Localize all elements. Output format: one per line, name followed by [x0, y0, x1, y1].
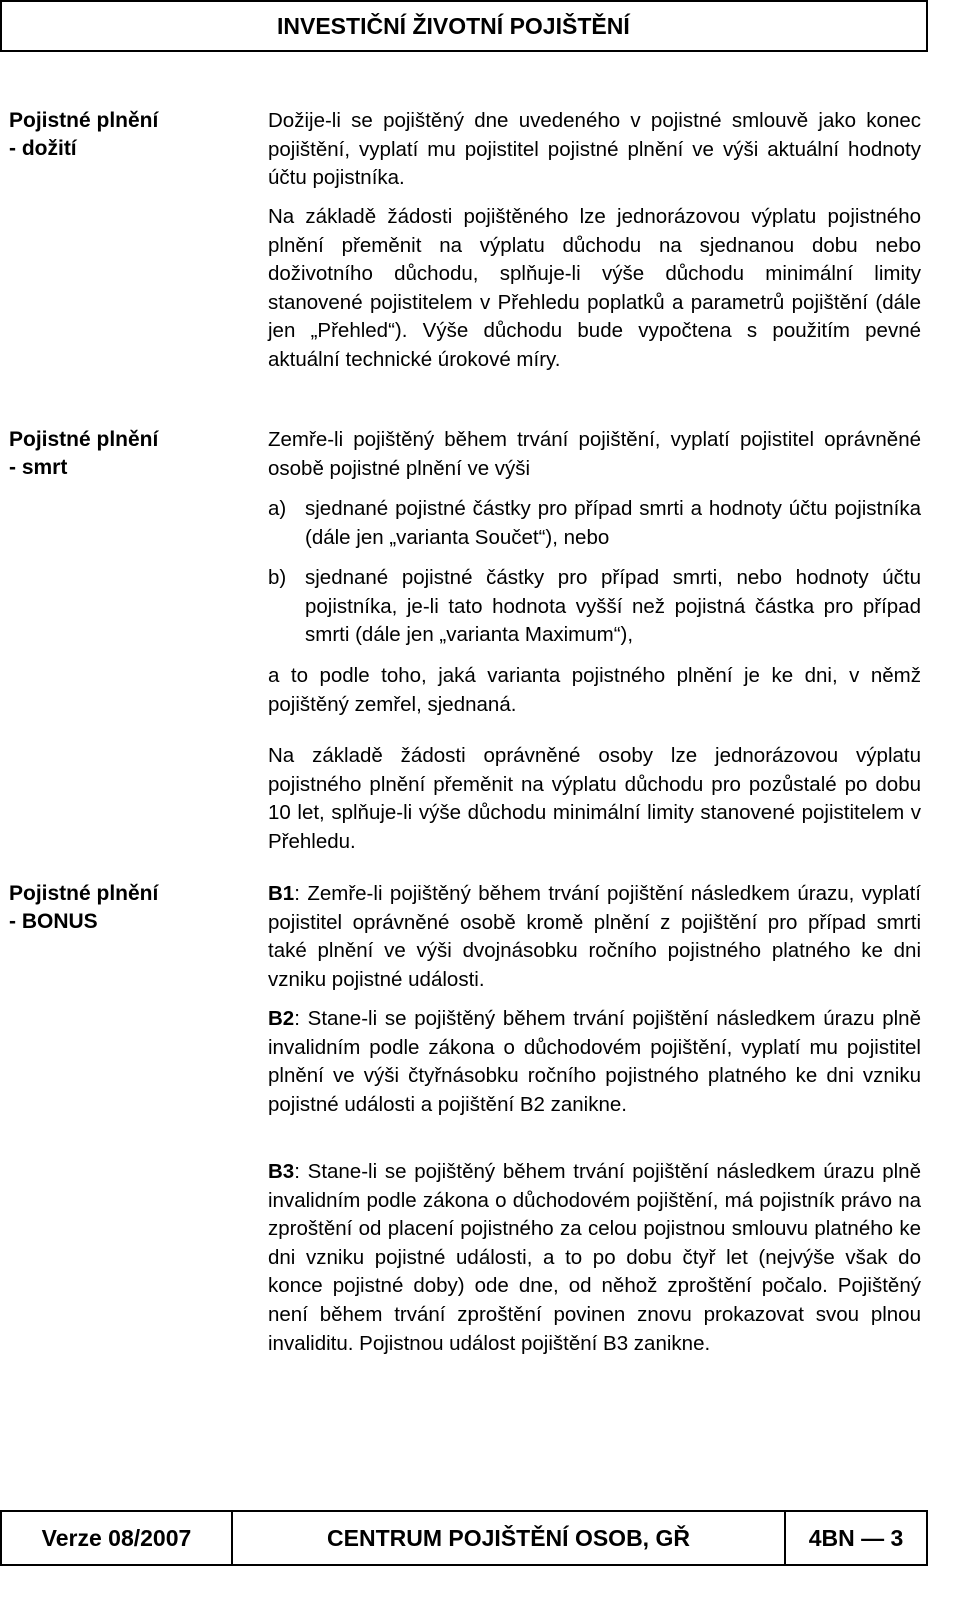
footer-company: CENTRUM POJIŠTĚNÍ OSOB, GŘ — [233, 1512, 786, 1564]
section-label-smrt: Pojistné plnění - smrt — [9, 428, 159, 479]
footer-page-number: 4BN — 3 — [808, 1524, 904, 1551]
page-header — [0, 0, 928, 52]
smrt-item-b-marker: b) — [268, 566, 287, 589]
smrt-item-a-text: sjednané pojistné částky pro případ smrti a hodnoty účtu pojistníka (dále jen „varianta Součet“), nebo — [305, 497, 921, 549]
page-footer — [0, 1510, 928, 1566]
doziti-paragraph-1: Dožije-li se pojištěný dne uvedeného v pojistné smlouvě jako konec pojištění, vyplatí mu pojistitel pojistné plnění ve výši aktuální hodnoty účtu pojistníka. — [268, 109, 921, 190]
bonus-b3-code: B3 — [268, 1160, 295, 1183]
smrt-item-a-marker: a) — [268, 497, 287, 520]
bonus-b1-text: : Zemře-li pojištěný během trvání pojištění následkem úrazu, vyplatí pojistitel oprávněné osobě kromě plnění z pojištění pro případ smrti také plnění ve výši dvojnásobku ročního pojistného platného ke dni vzniku pojistné události. — [268, 882, 921, 991]
section-label-bonus: Pojistné plnění - BONUS — [9, 882, 159, 933]
smrt-closing: a to podle toho, jaká varianta pojistného plnění je ke dni, v němž pojištěný zemřel, sjednaná. — [268, 664, 921, 716]
bonus-b2-code: B2 — [268, 1007, 295, 1030]
bonus-b2-text: : Stane-li se pojištěný během trvání pojištění následkem úrazu plně invalidním podle zákona o důchodovém pojištění, vyplatí mu pojistitel plnění ve výši čtyřnásobku ročního pojistného platného ke dni vzniku pojistné události a pojištění B2 zanikne. — [268, 1007, 921, 1116]
section-label-doziti: Pojistné plnění - dožití — [9, 109, 159, 160]
bonus-b2 — [268, 1005, 921, 1119]
smrt-item-b-text: sjednané pojistné částky pro případ smrti, nebo hodnoty účtu pojistníka, je-li tato hodnota vyšší než pojistná částka pro případ smrti (dále jen „varianta Maximum“), — [305, 566, 921, 647]
smrt-intro: Zemře-li pojištěný během trvání pojištění, vyplatí pojistitel oprávněné osobě pojistné plnění ve výši — [268, 428, 921, 480]
smrt-pension-paragraph: Na základě žádosti oprávněné osoby lze jednorázovou výplatu pojistného plnění přeměnit na výplatu důchodu pro pozůstalé po dobu 10 let, splňuje-li výše důchodu minimální limity stanovené pojistitelem v Přehledu. — [268, 744, 921, 853]
bonus-b1 — [268, 880, 921, 994]
bonus-b3 — [268, 1158, 921, 1358]
smrt-item-a — [268, 495, 921, 552]
page-title: INVESTIČNÍ ŽIVOTNÍ POJIŠTĚNÍ — [277, 12, 630, 39]
footer-version: Verze 08/2007 — [2, 1512, 233, 1564]
smrt-item-b — [268, 564, 921, 650]
doziti-paragraph-2: Na základě žádosti pojištěného lze jednorázovou výplatu pojistného plnění přeměnit na výplatu důchodu na sjednanou dobu nebo doživotního důchodu, splňuje-li výše důchodu minimální limity stanovené pojistitelem v Přehledu poplatků a parametrů pojištění (dále jen „Přehled“). Výše důchodu bude vypočtena s použitím pevné aktuální technické úrokové míry. — [268, 205, 921, 371]
bonus-b3-text: : Stane-li se pojištěný během trvání pojištění následkem úrazu plně invalidním podle zákona o důchodovém pojištění, má pojistník právo na zproštění od placení pojistného za celou pojistnou smlouvu platného ke dni vzniku pojistné události, a to po dobu čtyř let (nejvýše však do konce pojistné doby) ode dne, od něhož zproštění počalo. Pojištěný není během trvání zproštění povinen znovu prokazovat svou plnou invaliditu. Pojistnou událost pojištění B3 zanikne. — [268, 1160, 921, 1355]
bonus-b1-code: B1 — [268, 882, 295, 905]
